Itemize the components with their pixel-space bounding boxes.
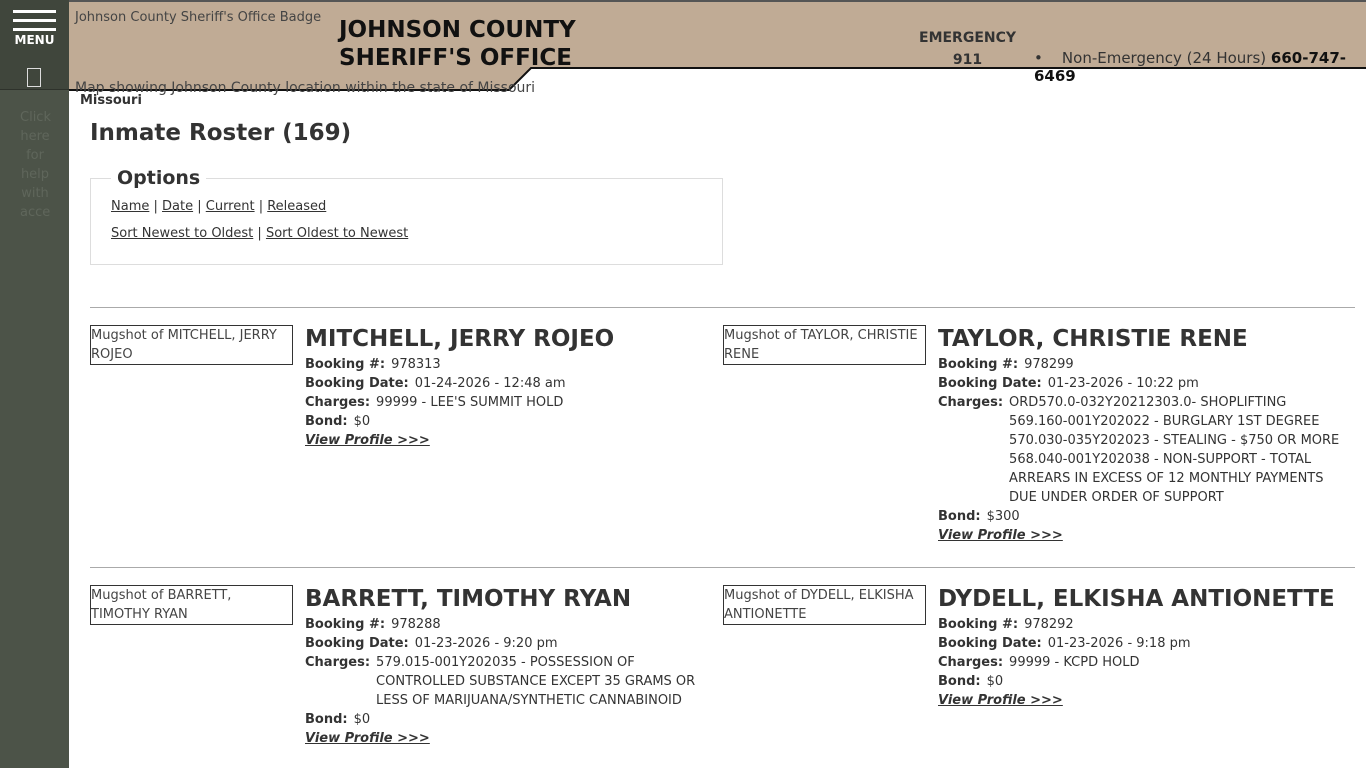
charge-item: 569.160-001Y202022 - BURGLARY 1ST DEGREE: [1009, 414, 1320, 429]
inmate-name[interactable]: BARRETT, TIMOTHY RYAN: [305, 586, 632, 612]
nonemergency-label: Non-Emergency (24 Hours): [1061, 49, 1267, 67]
bond-amount: $300: [986, 509, 1020, 524]
site-title[interactable]: [339, 16, 576, 72]
divider: [90, 307, 1355, 308]
charges-label: Charges:: [305, 395, 371, 410]
view-profile-link[interactable]: View Profile >>>: [305, 731, 430, 746]
bond-amount: $0: [353, 712, 371, 727]
filter-date[interactable]: Date: [162, 199, 194, 214]
hamburger-icon-bar: [13, 19, 56, 22]
charges-label: Charges:: [305, 655, 371, 670]
sort-newest[interactable]: Sort Newest to Oldest: [111, 226, 254, 241]
help-link[interactable]: Click here for help with acce: [20, 110, 51, 220]
booking-number: 978299: [1024, 357, 1074, 372]
view-profile-link[interactable]: View Profile >>>: [938, 693, 1063, 708]
mugshot-image[interactable]: Mugshot of DYDELL, ELKISHA ANTIONETTE: [723, 585, 926, 625]
emergency-number[interactable]: 911: [952, 52, 983, 68]
menu-label: MENU: [14, 33, 55, 47]
charge-item: ORD570.0-032Y20212303.0- SHOPLIFTING: [1009, 395, 1287, 410]
mugshot-image[interactable]: Mugshot of TAYLOR, CHRISTIE RENE: [723, 325, 926, 365]
charges-list: [1009, 393, 1348, 507]
menu-button[interactable]: [0, 0, 69, 90]
title-line: JOHNSON COUNTY: [339, 17, 576, 43]
page-title: Inmate Roster (169): [90, 120, 352, 146]
map-image: Map showing Johnson County location within the state of Missouri: [75, 80, 536, 96]
booking-date: 01-23-2026 - 10:22 pm: [1047, 376, 1199, 391]
charge-item: 579.015-001Y202035 - POSSESSION OF CONTROLLED SUBSTANCE EXCEPT 35 GRAMS OR LESS OF MARIJUANA/SYNTHETIC CANNABINOID: [376, 655, 696, 708]
bullet-icon: •: [1034, 49, 1062, 67]
charge-item: 568.040-001Y202038 - NON-SUPPORT - TOTAL ARREARS IN EXCESS OF 12 MONTHLY PAYMENTS DUE UNDER ORDER OF SUPPORT: [1009, 452, 1324, 505]
date-label: Booking Date:: [938, 376, 1042, 391]
booking-label: Booking #:: [938, 617, 1019, 632]
charges-list: [376, 653, 715, 710]
filter-links: Name | Date | Current | Released: [111, 199, 327, 214]
hamburger-icon-bar: [13, 28, 56, 31]
emergency-label: EMERGENCY: [919, 30, 1017, 46]
booking-label: Booking #:: [938, 357, 1019, 372]
booking-label: Booking #:: [305, 617, 386, 632]
booking-date: 01-23-2026 - 9:18 pm: [1047, 636, 1191, 651]
inmate-name[interactable]: MITCHELL, JERRY ROJEO: [305, 326, 615, 352]
filter-name[interactable]: Name: [111, 199, 150, 214]
charge-item: 570.030-035Y202023 - STEALING - $750 OR MORE: [1009, 433, 1340, 448]
bond-label: Bond:: [938, 509, 981, 524]
options-legend: Options: [117, 167, 201, 189]
charges-list: [1009, 653, 1139, 672]
booking-date: 01-23-2026 - 9:20 pm: [414, 636, 558, 651]
filter-released[interactable]: Released: [267, 199, 327, 214]
bond-label: Bond:: [305, 712, 348, 727]
booking-number: 978313: [391, 357, 441, 372]
nonemergency-contact: [1034, 49, 1366, 85]
date-label: Booking Date:: [305, 636, 409, 651]
badge-image[interactable]: Johnson County Sheriff's Office Badge: [75, 10, 322, 25]
bond-label: Bond:: [938, 674, 981, 689]
inmate-name[interactable]: TAYLOR, CHRISTIE RENE: [938, 326, 1248, 352]
title-line: SHERIFF'S OFFICE: [339, 45, 572, 71]
charges-label: Charges:: [938, 655, 1004, 670]
hamburger-icon: [13, 10, 56, 13]
accessibility-icon[interactable]: [27, 68, 41, 87]
booking-date: 01-24-2026 - 12:48 am: [414, 376, 566, 391]
mugshot-image[interactable]: Mugshot of BARRETT, TIMOTHY RYAN: [90, 585, 293, 625]
filter-current[interactable]: Current: [205, 199, 255, 214]
sort-links: Sort Newest to Oldest | Sort Oldest to Newest: [111, 226, 409, 241]
booking-number: 978288: [391, 617, 441, 632]
view-profile-link[interactable]: View Profile >>>: [938, 528, 1063, 543]
state-label: Missouri: [80, 93, 142, 108]
emergency-contact: [919, 27, 1016, 71]
bond-amount: $0: [353, 414, 371, 429]
booking-label: Booking #:: [305, 357, 386, 372]
inmate-name[interactable]: DYDELL, ELKISHA ANTIONETTE: [938, 586, 1335, 612]
booking-number: 978292: [1024, 617, 1074, 632]
charges-list: [376, 393, 563, 412]
date-label: Booking Date:: [938, 636, 1042, 651]
charge-item: 99999 - LEE'S SUMMIT HOLD: [376, 395, 564, 410]
sort-oldest[interactable]: Sort Oldest to Newest: [265, 226, 409, 241]
charge-item: 99999 - KCPD HOLD: [1009, 655, 1140, 670]
nonemergency-number[interactable]: 660-747-6469: [1034, 49, 1346, 85]
header: [69, 0, 1366, 90]
bond-amount: $0: [986, 674, 1004, 689]
divider: [90, 567, 1355, 568]
mugshot-image[interactable]: Mugshot of MITCHELL, JERRY ROJEO: [90, 325, 293, 365]
charges-label: Charges:: [938, 395, 1004, 410]
view-profile-link[interactable]: View Profile >>>: [305, 433, 430, 448]
sidebar: [0, 0, 69, 768]
date-label: Booking Date:: [305, 376, 409, 391]
bond-label: Bond:: [305, 414, 348, 429]
options-panel: [90, 167, 723, 265]
